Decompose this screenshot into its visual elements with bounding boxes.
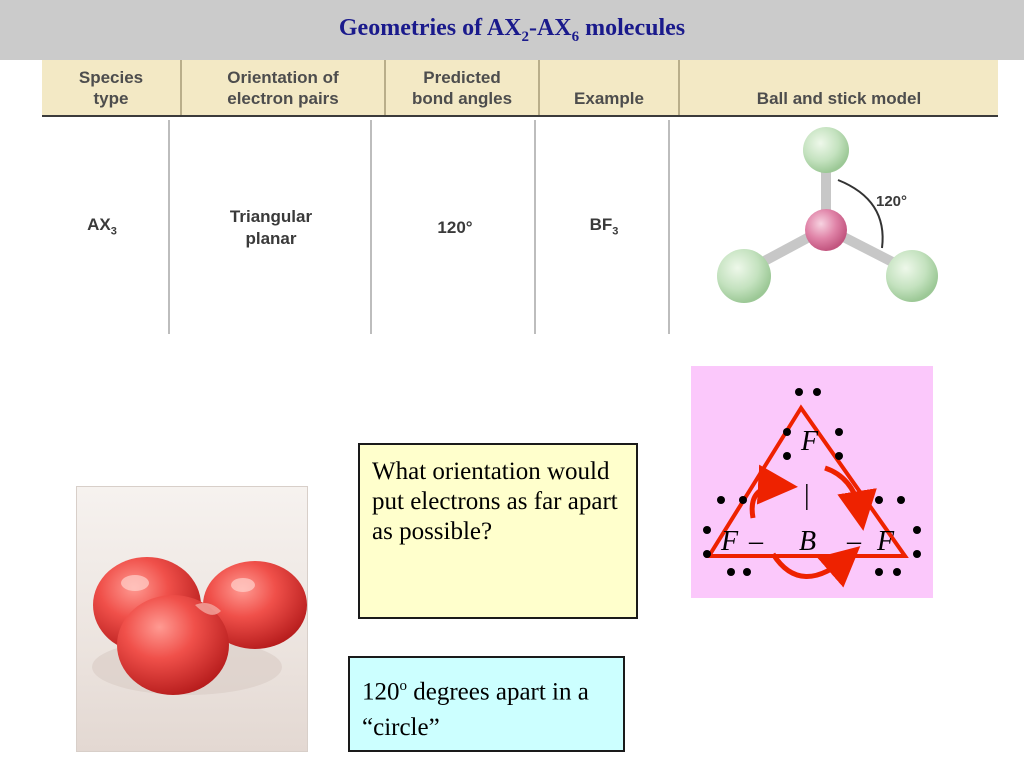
lewis-structure [691, 366, 933, 598]
atom-b-center: B [799, 526, 817, 557]
header-species-type: Species type [78, 67, 144, 108]
lewis-structure-panel [691, 366, 933, 598]
cell-divider [668, 120, 670, 334]
question-box: What orientation would put electrons as far apart as possible? [358, 443, 638, 619]
cell-angle: 120° [376, 120, 534, 336]
cell-species: $AX_3$ [36, 120, 168, 336]
cell-example: $BF_3$ [540, 120, 668, 336]
page-title: Geometries of $AX_2-AX_6$ molecules [338, 14, 686, 45]
table-header [42, 60, 998, 115]
fluorine-ball [717, 249, 771, 303]
balloons-photo [76, 486, 308, 752]
cell-divider [168, 120, 170, 334]
angle-label: 120° [876, 193, 908, 210]
cell-orientation: Triangular planar [172, 120, 370, 336]
cell-divider [370, 120, 372, 334]
header-example: Example [574, 89, 644, 108]
repulsion-arrow [825, 468, 861, 516]
bond-right: – [847, 526, 861, 557]
bond-vertical: | [804, 480, 810, 511]
repulsion-arrow [752, 486, 783, 518]
atom-f-top: F [801, 426, 819, 457]
header-ball-stick: Ball and stick model [756, 89, 922, 108]
ball-and-stick-model [676, 120, 996, 336]
fluorine-ball [886, 250, 938, 302]
title-bar [0, 0, 1024, 60]
fluorine-ball [803, 127, 849, 173]
cell-divider [534, 120, 536, 334]
answer-box: 120$^o$ degrees apart in a “circle” [348, 656, 625, 752]
atom-f-right: F [877, 526, 895, 557]
balloons-image [77, 487, 307, 751]
header-orientation: Orientation of electron pairs [227, 67, 339, 108]
header-rule [42, 115, 998, 117]
bond-left: – [749, 526, 763, 557]
boron-ball [805, 209, 847, 251]
header-bond-angles: Predicted bond angles [411, 67, 513, 108]
atom-f-left: F [721, 526, 739, 557]
